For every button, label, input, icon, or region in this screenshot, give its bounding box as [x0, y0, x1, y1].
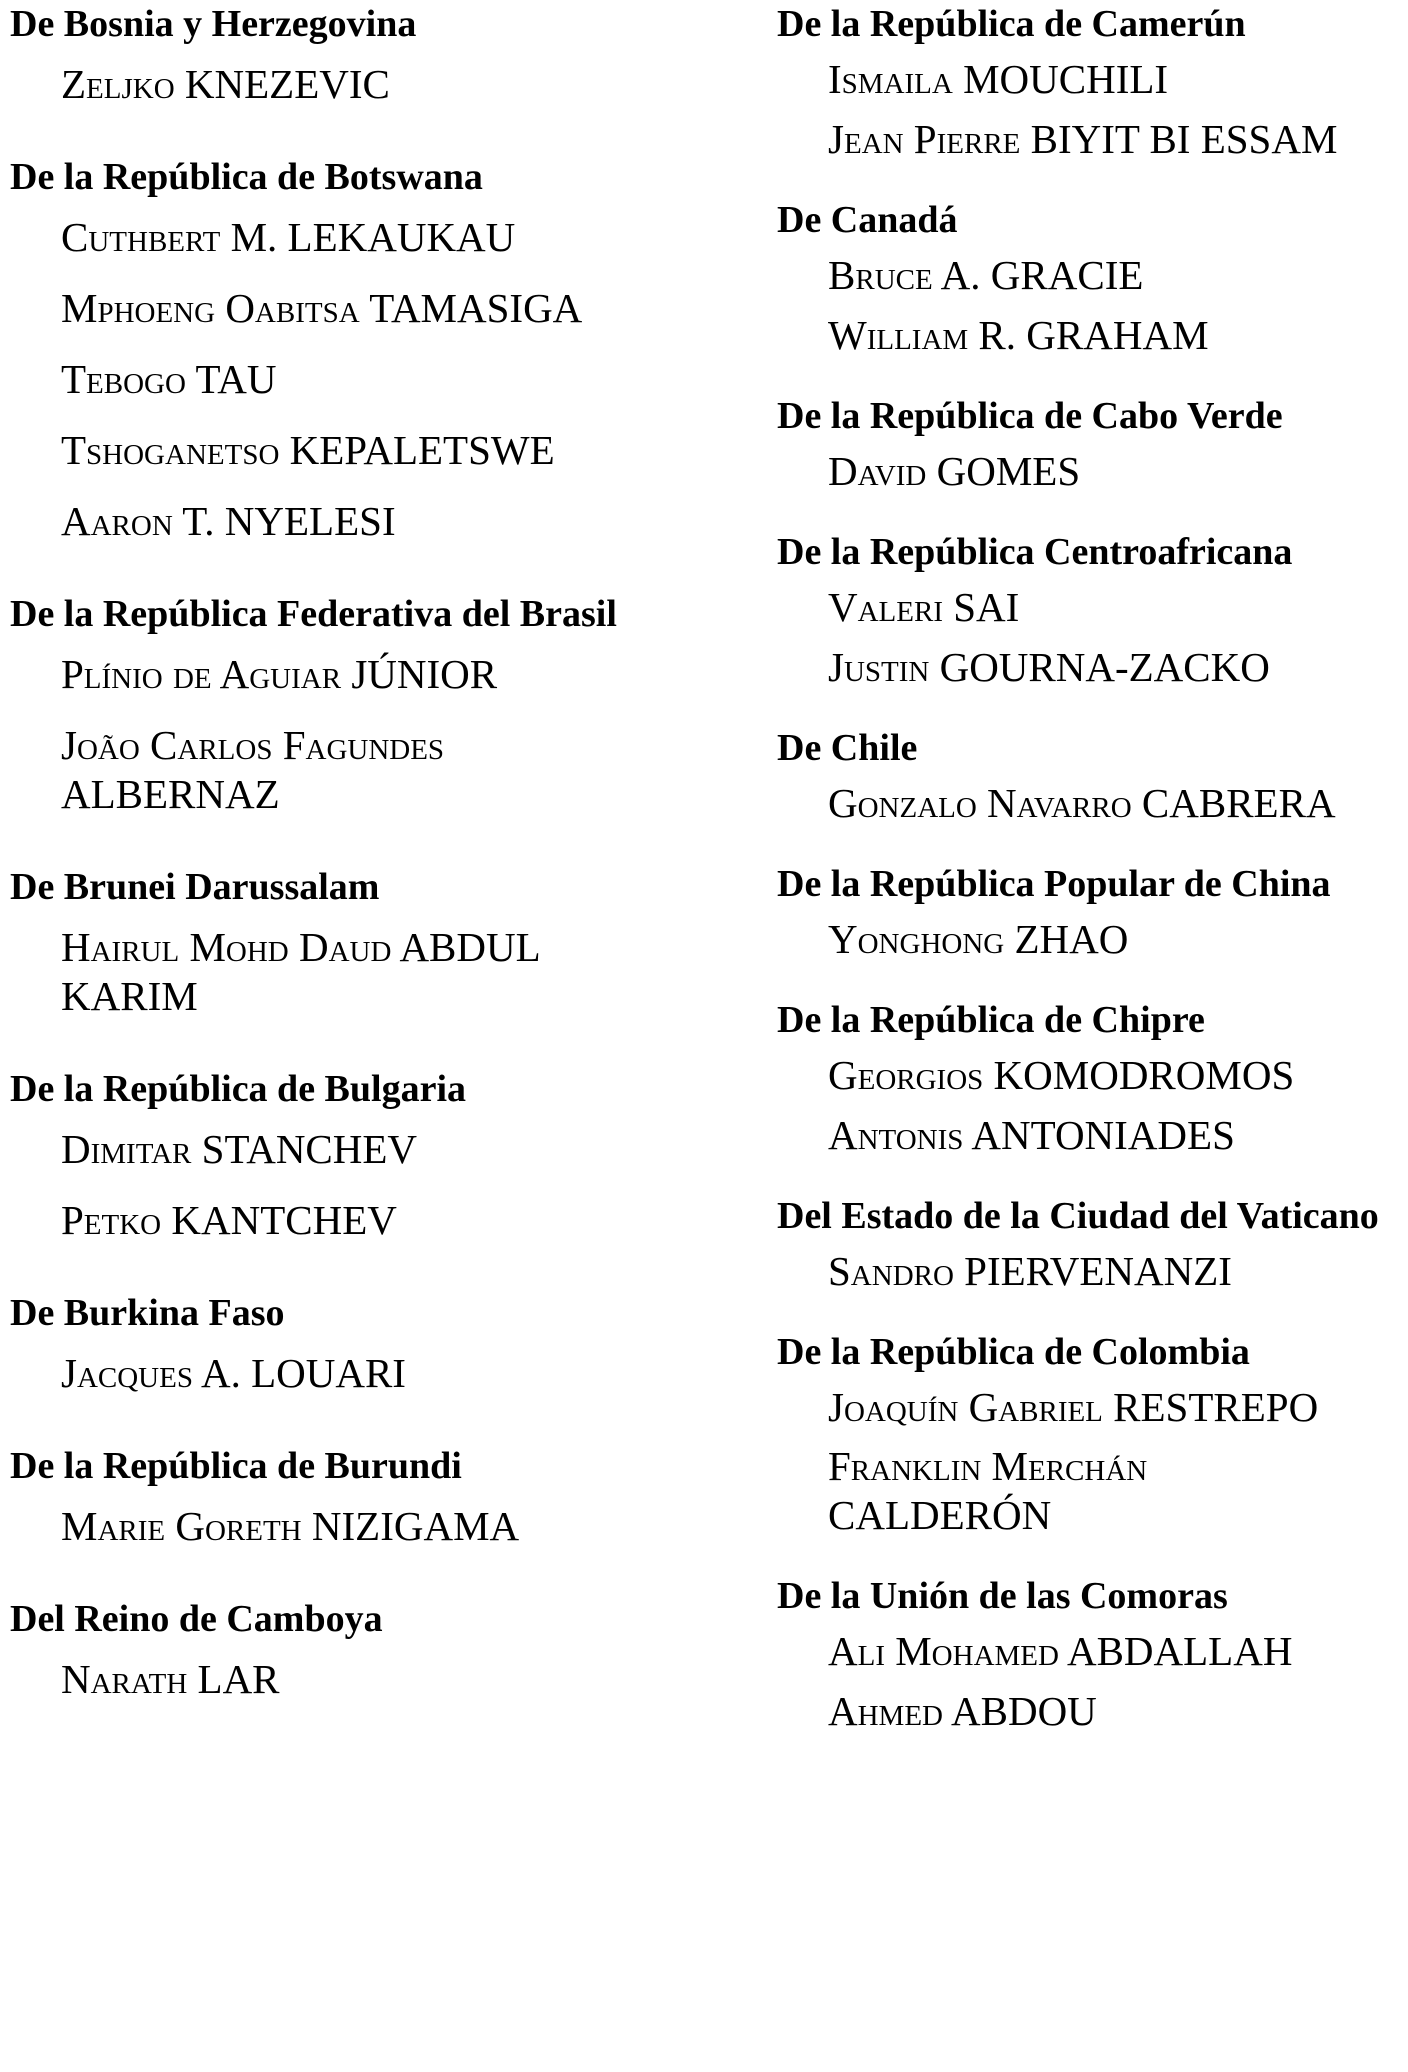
delegate-surname: KNEZEVIC — [184, 61, 390, 107]
country-block — [777, 996, 1408, 1165]
delegate-surname: JÚNIOR — [351, 651, 498, 697]
delegate-surname: NYELESI — [224, 498, 396, 544]
delegate-given-name: Tebogo — [61, 356, 186, 402]
country-heading: Del Reino de Camboya — [10, 1598, 383, 1640]
delegate-name — [10, 49, 730, 120]
delegate-name — [10, 1185, 730, 1256]
delegate-given-name: William R. — [828, 312, 1017, 358]
country-heading: De Brunei Darussalam — [10, 866, 380, 908]
delegate-name — [10, 912, 621, 1032]
delegate-name — [10, 1644, 730, 1715]
country-block — [777, 1328, 1408, 1545]
delegate-given-name: Yonghong — [828, 916, 1005, 962]
left-column — [10, 0, 730, 1715]
country-block — [777, 724, 1408, 833]
delegate-given-name: Ismaila — [828, 56, 953, 102]
country-block — [10, 153, 730, 557]
country-block — [10, 590, 730, 830]
delegate-given-name: Franklin Merchán — [828, 1443, 1148, 1489]
delegate-given-name: Joaquín Gabriel — [828, 1384, 1103, 1430]
delegate-surname: LEKAUKAU — [287, 214, 516, 260]
delegate-surname: ABDOU — [951, 1688, 1097, 1734]
delegate-surname: RESTREPO — [1113, 1384, 1319, 1430]
country-block — [10, 863, 730, 1032]
country-block — [10, 1595, 730, 1715]
country-heading: Del Estado de la Ciudad del Vaticano — [777, 1195, 1379, 1237]
delegate-name — [10, 415, 730, 486]
delegate-name — [777, 1377, 1408, 1437]
country-block — [777, 1572, 1408, 1741]
delegate-given-name: David — [828, 448, 927, 494]
delegate-surname: MOUCHILI — [963, 56, 1169, 102]
delegate-given-name: Jean Pierre — [828, 116, 1021, 162]
delegate-name — [777, 1681, 1408, 1741]
delegate-name — [777, 577, 1408, 637]
delegate-name — [777, 1437, 1348, 1545]
delegate-surname: PIERVENANZI — [964, 1248, 1232, 1294]
country-heading: De la República de Colombia — [777, 1331, 1250, 1373]
delegate-name — [777, 1045, 1408, 1105]
country-heading: De Chile — [777, 727, 918, 769]
delegate-name — [10, 273, 730, 344]
delegate-name — [777, 49, 1408, 109]
delegate-given-name: Ahmed — [828, 1688, 943, 1734]
delegate-name — [10, 1491, 730, 1562]
delegate-name — [777, 441, 1408, 501]
delegate-name — [10, 710, 621, 830]
country-heading: De la República Popular de China — [777, 863, 1331, 905]
delegate-given-name: Ali Mohamed — [828, 1628, 1059, 1674]
delegate-given-name: Antonis — [828, 1112, 964, 1158]
delegate-name — [777, 305, 1408, 365]
delegate-given-name: Valeri — [828, 584, 943, 630]
delegate-given-name: Aaron T. — [61, 498, 215, 544]
country-heading: De la República Centroafricana — [777, 531, 1293, 573]
delegate-surname: GRACIE — [990, 252, 1144, 298]
delegate-surname: GOMES — [936, 448, 1081, 494]
delegate-name — [10, 639, 730, 710]
delegate-surname: TAMASIGA — [369, 285, 583, 331]
delegate-name — [777, 109, 1408, 169]
country-block — [777, 196, 1408, 365]
delegate-surname: LAR — [197, 1656, 280, 1702]
country-heading: De la Unión de las Comoras — [777, 1575, 1228, 1617]
delegate-surname: ABDALLAH — [1066, 1628, 1293, 1674]
delegate-surname: GOURNA-ZACKO — [939, 644, 1270, 690]
delegate-given-name: Tshoganetso — [61, 427, 280, 473]
country-block — [777, 528, 1408, 697]
delegate-name — [10, 344, 730, 415]
delegate-given-name: Marie Goreth — [61, 1503, 302, 1549]
delegate-surname: GRAHAM — [1026, 312, 1209, 358]
delegate-surname: SAI — [953, 584, 1020, 630]
delegate-name — [10, 486, 730, 557]
delegate-surname: NIZIGAMA — [311, 1503, 520, 1549]
delegate-surname: TAU — [195, 356, 277, 402]
delegate-given-name: Georgios — [828, 1052, 984, 1098]
delegate-name — [777, 637, 1408, 697]
delegate-surname: ABDUL KARIM — [61, 924, 540, 1019]
delegate-name — [777, 1241, 1408, 1301]
delegate-name — [777, 773, 1408, 833]
delegate-given-name: João Carlos Fagundes — [61, 722, 445, 768]
delegate-name — [777, 1105, 1408, 1165]
country-heading: De la República de Cabo Verde — [777, 395, 1283, 437]
delegate-name — [10, 1338, 730, 1409]
country-block — [777, 392, 1408, 501]
country-block — [10, 0, 730, 120]
country-block — [777, 860, 1408, 969]
delegate-given-name: Narath — [61, 1656, 188, 1702]
delegate-name — [777, 909, 1408, 969]
delegate-surname: CALDERÓN — [828, 1492, 1052, 1538]
delegate-surname: CABRERA — [1141, 780, 1336, 826]
country-heading: De la República de Camerún — [777, 3, 1246, 45]
delegate-given-name: Jacques A. — [61, 1350, 241, 1396]
delegate-surname: ZHAO — [1014, 916, 1129, 962]
country-heading: De la República de Bulgaria — [10, 1068, 467, 1110]
country-block — [10, 1065, 730, 1256]
delegate-given-name: Hairul Mohd Daud — [61, 924, 392, 970]
delegate-name — [777, 245, 1408, 305]
delegate-given-name: Sandro — [828, 1248, 954, 1294]
delegate-surname: ANTONIADES — [971, 1112, 1235, 1158]
delegate-surname: LOUARI — [251, 1350, 406, 1396]
country-heading: De la República de Chipre — [777, 999, 1205, 1041]
delegate-given-name: Zeljko — [61, 61, 175, 107]
delegate-name — [10, 1114, 730, 1185]
country-heading: De la República de Burundi — [10, 1445, 462, 1487]
country-heading: De la República de Botswana — [10, 156, 483, 198]
delegate-given-name: Petko — [61, 1197, 162, 1243]
delegate-surname: KEPALETSWE — [289, 427, 555, 473]
country-heading: De Bosnia y Herzegovina — [10, 3, 417, 45]
country-heading: De Burkina Faso — [10, 1292, 285, 1334]
country-block — [777, 1192, 1408, 1301]
country-block — [10, 1289, 730, 1409]
delegate-given-name: Justin — [828, 644, 930, 690]
delegate-surname: STANCHEV — [201, 1126, 418, 1172]
delegate-name — [777, 1621, 1408, 1681]
country-heading: De Canadá — [777, 199, 958, 241]
delegate-surname: BIYIT BI ESSAM — [1030, 116, 1338, 162]
delegate-surname: KOMODROMOS — [993, 1052, 1295, 1098]
delegate-given-name: Cuthbert M. — [61, 214, 278, 260]
country-block — [777, 0, 1408, 169]
delegate-surname: KANTCHEV — [171, 1197, 397, 1243]
delegate-given-name: Gonzalo Navarro — [828, 780, 1132, 826]
delegate-given-name: Bruce A. — [828, 252, 981, 298]
right-column — [777, 0, 1408, 1741]
delegate-given-name: Dimitar — [61, 1126, 192, 1172]
delegate-name — [10, 202, 730, 273]
country-block — [10, 1442, 730, 1562]
country-heading: De la República Federativa del Brasil — [10, 593, 617, 635]
delegate-surname: ALBERNAZ — [61, 771, 280, 817]
delegate-given-name: Plínio de Aguiar — [61, 651, 342, 697]
delegate-given-name: Mphoeng Oabitsa — [61, 285, 360, 331]
